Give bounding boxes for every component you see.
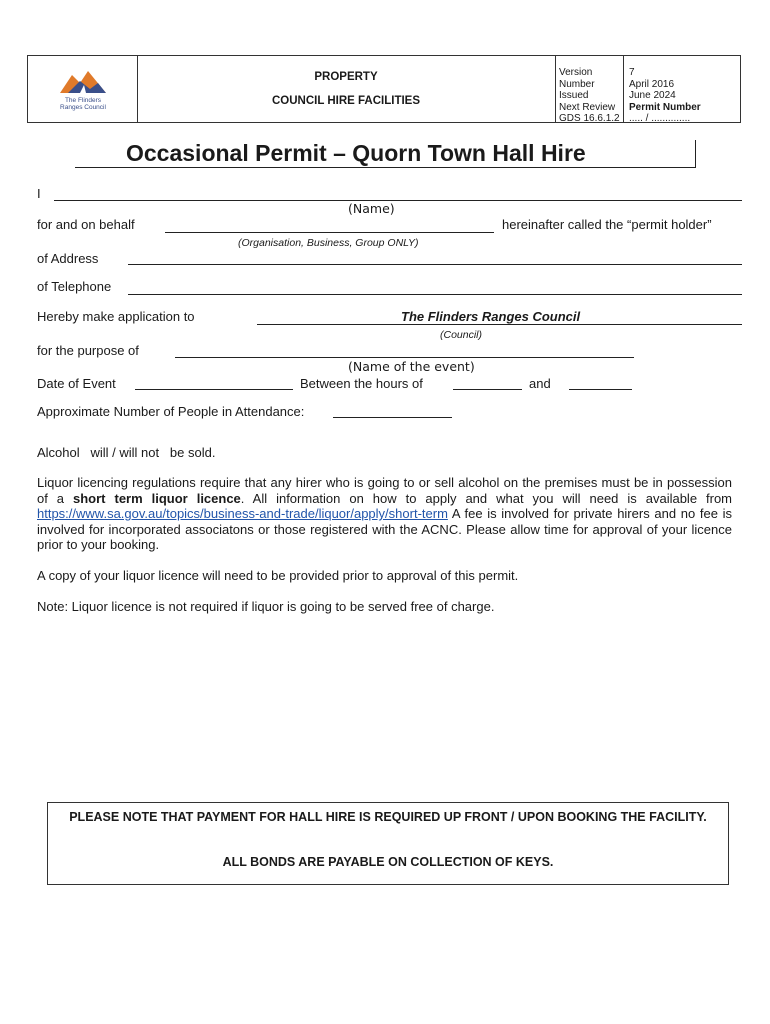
alcohol-statement: Alcohol will / will not be sold. <box>37 445 216 460</box>
purpose-field[interactable] <box>175 357 634 358</box>
issued-value: April 2016 <box>629 78 675 90</box>
telephone-field[interactable] <box>128 294 742 295</box>
liquor-paragraph <box>37 475 732 553</box>
attendance-field[interactable] <box>333 417 452 418</box>
version-number-label: Version Number <box>559 67 595 90</box>
document-header-table <box>27 55 741 123</box>
and-label: and <box>529 376 551 391</box>
address-label: of Address <box>37 251 99 266</box>
permit-number-label: Permit Number <box>629 101 701 113</box>
permit-number-value: ..... / .............. <box>629 113 691 124</box>
purpose-label: for the purpose of <box>37 343 139 358</box>
issued-label: Issued <box>559 90 589 101</box>
organisation-caption: (Organisation, Business, Group ONLY) <box>238 237 419 249</box>
council-field[interactable] <box>257 324 742 325</box>
logo-text-line1: The Flinders <box>64 97 102 104</box>
meta-values-cell <box>623 56 741 122</box>
name-caption: (Name) <box>348 201 395 216</box>
date-field[interactable] <box>135 389 293 390</box>
between-label: Between the hours of <box>300 376 423 391</box>
council-value: The Flinders Ranges Council <box>401 309 581 324</box>
name-field[interactable] <box>54 200 742 201</box>
attendance-label: Approximate Number of People in Attendance: <box>37 404 305 419</box>
application-label: Hereby make application to <box>37 309 195 324</box>
logo-cell <box>28 56 138 122</box>
licence-copy-note: A copy of your liquor licence will need to be provided prior to approval of this permit. <box>37 568 519 583</box>
liquor-text-a: Liquor licencing regulations require that any hirer who is going to or sell alcohol on the premises must be in possession of a <box>37 475 732 506</box>
address-field[interactable] <box>128 264 742 265</box>
organisation-field[interactable] <box>165 232 494 233</box>
date-label: Date of Event <box>37 376 116 391</box>
liquor-bold: short term liquor licence <box>73 490 241 506</box>
liquor-licence-link[interactable]: https://www.sa.gov.au/topics/business-and-trade/liquor/apply/short-term <box>37 506 448 521</box>
telephone-label: of Telephone <box>37 279 112 294</box>
end-time-field[interactable] <box>569 389 632 390</box>
i-label: I <box>37 186 41 201</box>
hereinafter-text: hereinafter called the “permit holder” <box>502 217 712 232</box>
version-number-value: 7 <box>629 67 635 78</box>
event-caption: (Name of the event) <box>348 359 475 374</box>
next-review-value: June 2024 <box>629 90 676 101</box>
council-caption: (Council) <box>440 329 483 341</box>
start-time-field[interactable] <box>453 389 522 390</box>
behalf-label: for and on behalf <box>37 217 135 232</box>
logo-text-line2: Ranges Council <box>60 104 106 111</box>
header-subcategory: COUNCIL HIRE FACILITIES <box>271 95 421 107</box>
title-cell <box>137 56 556 122</box>
payment-notice: PLEASE NOTE THAT PAYMENT FOR HALL HIRE IS REQUIRED UP FRONT / UPON BOOKING THE FACILITY. <box>69 810 707 824</box>
header-category: PROPERTY <box>314 71 378 83</box>
liquor-text-c: A fee is involved for private hirers and no fee is involved for incorporated associatons or those registered with the ACNC. Please allow time for approval of your licence prior to your booking. <box>37 506 732 552</box>
liquor-text-b: . All information on how to apply and what you will need is available from <box>240 490 733 506</box>
title-side-rule <box>695 140 696 167</box>
bonds-notice: ALL BONDS ARE PAYABLE ON COLLECTION OF KEYS. <box>222 855 554 869</box>
page-title: Occasional Permit – Quorn Town Hall Hire <box>126 140 586 166</box>
meta-labels-cell <box>555 56 624 122</box>
payment-notice-box <box>47 802 729 885</box>
title-underline <box>75 167 696 168</box>
free-liquor-note: Note: Liquor licence is not required if liquor is going to be served free of charge. <box>37 599 495 614</box>
next-review-label: Next Review <box>559 101 616 113</box>
council-logo <box>58 69 108 97</box>
gds-code: GDS 16.6.1.2 <box>559 113 620 124</box>
